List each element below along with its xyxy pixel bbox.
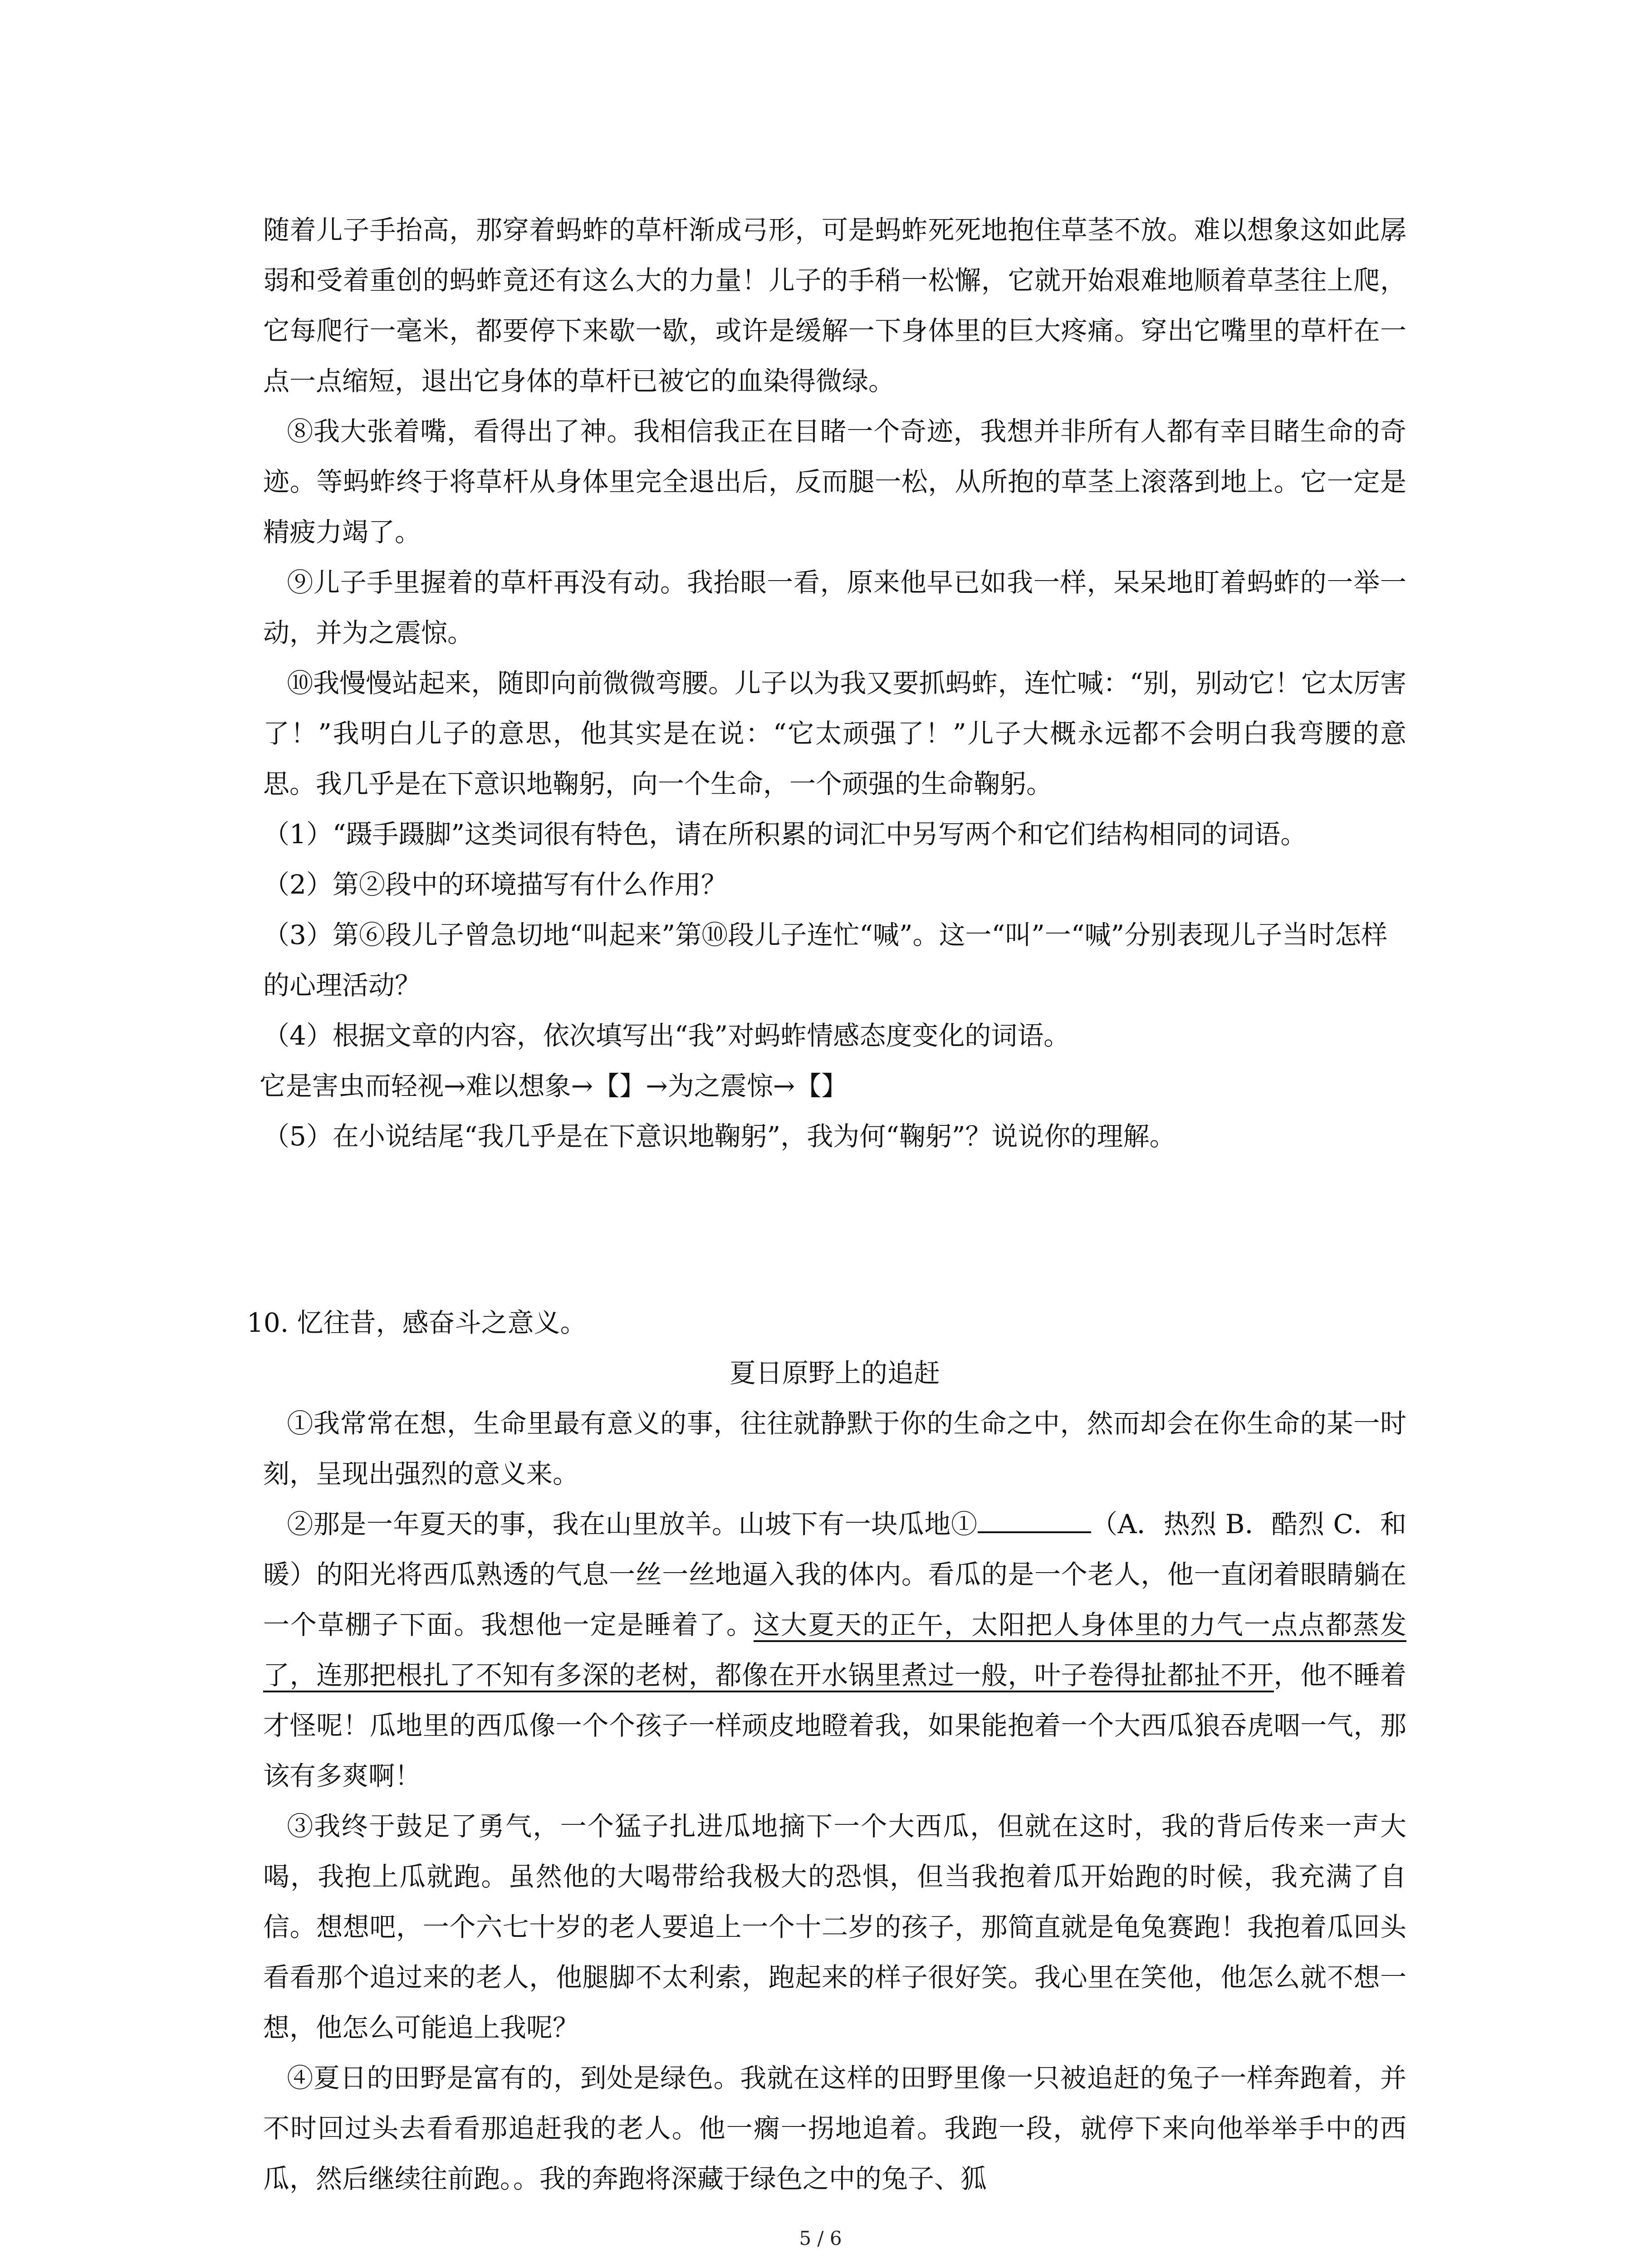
question-1: （1）“蹑手蹑脚”这类词很有特色，请在所积累的词汇中另写两个和它们结构相同的词语。 — [263, 819, 1307, 850]
question-4: （4）根据文章的内容，依次填写出“我”对蚂蚱情感态度变化的词语。 — [263, 1020, 1070, 1051]
paragraph-2-part-c: ，他不睡着才怪呢！瓜地里的西瓜像一个个孩子一样顽皮地瞪着我，如果能抱着一个大西瓜狼吞虎咽一气，那该有多爽啊！ — [263, 1660, 1406, 1791]
question-10-heading: 10. 忆往昔，感奋斗之意义。 — [247, 1307, 587, 1338]
question-3: （3）第⑥段儿子曾急切地“叫起来”第⑩段儿子连忙“喊”。这一“叫”一“喊”分别表现儿子当时怎样的心理活动？ — [263, 919, 1388, 1001]
paragraph-10: ⑩我慢慢站起来，随即向前微微弯腰。儿子以为我又要抓蚂蚱，连忙喊：“别，别动它！它太厉害了！”我明白儿子的意思，他其实是在说：“它太顽强了！”儿子大概永远都不会明白我弯腰的意思。我几乎是在下意识地鞠躬，向一个生命，一个顽强的生命鞠躬。 — [263, 668, 1406, 799]
question-4-chain: 它是害虫而轻视→难以想象→【】→为之震惊→【】 — [260, 1070, 848, 1101]
article-paragraph-2 — [263, 1499, 1406, 1801]
article-paragraph-4: ④夏日的田野是富有的，到处是绿色。我就在这样的田野里像一只被追赶的兔子一样奔跑着，并不时回过头去看看那追赶我的老人。他一瘸一拐地追着。我跑一段，就停下来向他举举手中的西瓜，然后继续往前跑。。我的奔跑将深藏于绿色之中的兔子、狐 — [263, 2063, 1406, 2194]
article-paragraph-1: ①我常常在想，生命里最有意义的事，往往就静默于你的生命之中，然而却会在你生命的某一时刻，呈现出强烈的意义来。 — [263, 1408, 1406, 1489]
underlined-sentence: 这大夏天的正午，太阳把人身体里的力气一点点都蒸发了，连那把根扎了不知有多深的老树，都像在开水锅里煮过一般，叶子卷得扯都扯不开 — [263, 1609, 1406, 1692]
article-paragraph-3: ③我终于鼓足了勇气，一个猛子扎进瓜地摘下一个大西瓜，但就在这时，我的背后传来一声大喝，我抱上瓜就跑。虽然他的大喝带给我极大的恐惧，但当我抱着瓜开始跑的时候，我充满了自信。想想吧，一个六七十岁的老人要追上一个十二岁的孩子，那简直就是龟兔赛跑！我抱着瓜回头看看那个追过来的老人，他腿脚不太利索，跑起来的样子很好笑。我心里在笑他，他怎么就不想一想，他怎么可能追上我呢？ — [263, 1811, 1406, 2043]
fill-blank-1[interactable] — [978, 1508, 1091, 1533]
article-title: 夏日原野上的追赶 — [729, 1358, 940, 1388]
paragraph-7-tail: 随着儿子手抬高，那穿着蚂蚱的草杆渐成弓形，可是蚂蚱死死地抱住草茎不放。难以想象这如此孱弱和受着重创的蚂蚱竟还有这么大的力量！儿子的手稍一松懈，它就开始艰难地顺着草茎往上爬，它每爬行一毫米，都要停下来歇一歇，或许是缓解一下身体里的巨大疼痛。穿出它嘴里的草杆在一点一点缩短，退出它身体的草杆已被它的血染得微绿。 — [263, 215, 1406, 396]
page-content — [247, 205, 1406, 2204]
paragraph-2-part-a: ②那是一年夏天的事，我在山里放羊。山坡下有一块瓜地① — [287, 1509, 978, 1540]
section-gap — [263, 1162, 1406, 1298]
question-2: （2）第②段中的环境描写有什么作用？ — [263, 869, 727, 900]
paragraph-9: ⑨儿子手里握着的草杆再没有动。我抬眼一看，原来他早已如我一样，呆呆地盯着蚂蚱的一举一动，并为之震惊。 — [263, 567, 1406, 648]
paragraph-2-part-b: （A．热烈 B．酷烈 C．和暖）的阳光将西瓜熟透的气息一丝一丝地逼入我的体内。看瓜的是一个老人，他一直闭着眼睛躺在一个草棚子下面。我想他一定是睡着了。 — [263, 1509, 1406, 1640]
page-number: 5 / 6 — [799, 2227, 842, 2249]
paragraph-8: ⑧我大张着嘴，看得出了神。我相信我正在目睹一个奇迹，我想并非所有人都有幸目睹生命的奇迹。等蚂蚱终于将草杆从身体里完全退出后，反而腿一松，从所抱的草茎上滚落到地上。它一定是精疲力竭了。 — [263, 416, 1406, 547]
question-5: （5）在小说结尾“我几乎是在下意识地鞠躬”，我为何“鞠躬”？说说你的理解。 — [263, 1121, 1176, 1152]
